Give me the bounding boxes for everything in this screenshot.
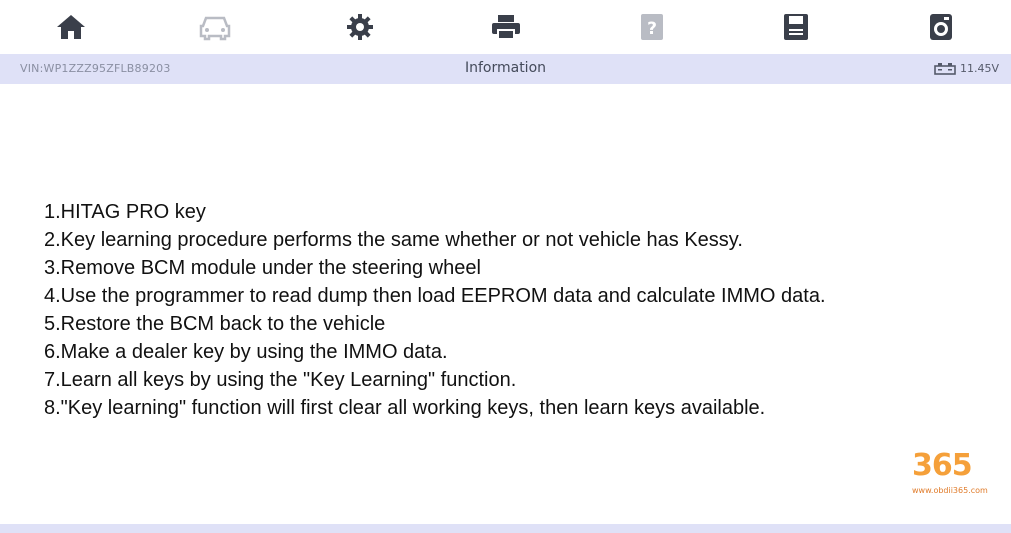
vin-label: VIN:WP1ZZZ95ZFLB89203 bbox=[20, 62, 171, 75]
watermark-logo bbox=[908, 448, 994, 500]
watermark-number: 365 bbox=[912, 448, 972, 483]
vehicle-icon bbox=[197, 12, 233, 42]
page-title: Information bbox=[464, 60, 547, 76]
toolbar bbox=[0, 0, 1011, 54]
battery-voltage: 11.45V bbox=[959, 62, 999, 75]
save-icon bbox=[782, 12, 810, 42]
info-line-8: 8."Key learning" function will first clear all working keys, then learn keys available. bbox=[44, 397, 766, 419]
home-icon bbox=[55, 13, 87, 41]
info-line-5: 5.Restore the BCM back to the vehicle bbox=[44, 313, 386, 335]
help-button[interactable] bbox=[632, 8, 672, 46]
info-line-1: 1.HITAG PRO key bbox=[44, 201, 206, 223]
home-button[interactable] bbox=[51, 8, 91, 46]
info-line-6: 6.Make a dealer key by using the IMMO data. bbox=[44, 341, 448, 363]
save-button[interactable] bbox=[776, 8, 816, 46]
battery-icon bbox=[934, 63, 956, 75]
info-line-3: 3.Remove BCM module under the steering wheel bbox=[44, 257, 481, 279]
settings-button[interactable] bbox=[340, 8, 380, 46]
info-line-4: 4.Use the programmer to read dump then load EEPROM data and calculate IMMO data. bbox=[44, 285, 826, 307]
vehicle-button[interactable] bbox=[195, 8, 235, 46]
info-line-7: 7.Learn all keys by using the "Key Learning" function. bbox=[44, 369, 517, 391]
screenshot-button[interactable] bbox=[921, 8, 961, 46]
camera-icon bbox=[928, 12, 954, 42]
battery-status bbox=[934, 62, 999, 75]
bottom-bar bbox=[0, 524, 1011, 533]
help-icon bbox=[639, 12, 665, 42]
information-content bbox=[44, 198, 984, 422]
svg-text:?: ? bbox=[647, 19, 657, 39]
gear-icon bbox=[345, 12, 375, 42]
info-bar bbox=[0, 54, 1011, 84]
printer-icon bbox=[490, 13, 522, 41]
print-button[interactable] bbox=[486, 8, 526, 46]
watermark-url: www.obdii365.com bbox=[912, 486, 988, 495]
info-line-2: 2.Key learning procedure performs the same whether or not vehicle has Kessy. bbox=[44, 229, 743, 251]
